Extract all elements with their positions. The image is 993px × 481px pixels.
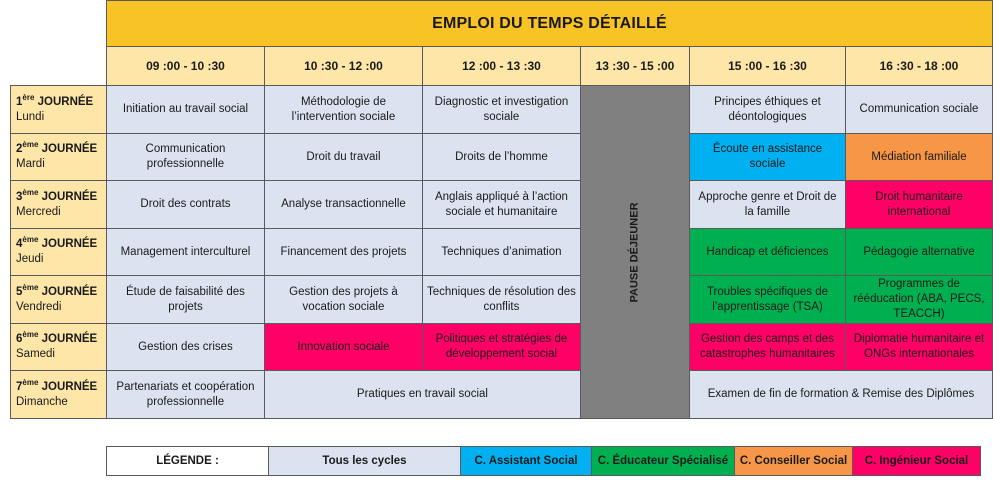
day-label: 6ème JOURNÉE Samedi: [11, 324, 107, 371]
day-label: 2ème JOURNÉE Mardi: [11, 134, 107, 181]
day-label: 5ème JOURNÉE Vendredi: [11, 276, 107, 324]
course-cell: Communication sociale: [845, 86, 992, 134]
course-cell: Techniques d’animation: [422, 229, 580, 276]
legend-educateur-specialise: C. Éducateur Spécialisé: [592, 447, 735, 476]
time-header: 10 :30 - 12 :00: [264, 47, 422, 86]
course-cell: Innovation sociale: [264, 324, 422, 371]
course-cell: Approche genre et Droit de la famille: [689, 181, 845, 229]
course-cell: Diplomatie humanitaire et ONGs internationales: [845, 324, 992, 371]
legend-ingenieur-social: C. Ingénieur Social: [853, 447, 981, 476]
course-cell: Médiation familiale: [845, 134, 992, 181]
corner-blank: [11, 47, 107, 86]
day-label: 1ère JOURNÉE Lundi: [11, 86, 107, 134]
corner-blank: [11, 1, 107, 47]
course-cell: Gestion des camps et des catastrophes humanitaires: [689, 324, 845, 371]
course-cell: Droit humanitaire international: [845, 181, 992, 229]
time-header: 16 :30 - 18 :00: [845, 47, 992, 86]
course-cell: Droits de l’homme: [422, 134, 580, 181]
time-header: 15 :00 - 16 :30: [689, 47, 845, 86]
course-cell: Analyse transactionnelle: [264, 181, 422, 229]
course-cell: Financement des projets: [264, 229, 422, 276]
course-cell: Principes éthiques et déontologiques: [689, 86, 845, 134]
course-cell: Techniques de résolution des conflits: [422, 276, 580, 324]
legend-all-cycles: Tous les cycles: [269, 447, 461, 476]
course-cell: Droit des contrats: [106, 181, 264, 229]
course-cell: Gestion des crises: [106, 324, 264, 371]
course-cell: Management interculturel: [106, 229, 264, 276]
legend-conseiller-social: C. Conseiller Social: [735, 447, 853, 476]
course-cell: Handicap et déficiences: [689, 229, 845, 276]
course-cell: Anglais appliqué à l’action sociale et humanitaire: [422, 181, 580, 229]
lunch-break: PAUSE DÉJEUNER: [580, 86, 689, 419]
course-cell: Écoute en assistance sociale: [689, 134, 845, 181]
course-cell: Programmes de rééducation (ABA, PECS, TEACCH): [845, 276, 992, 324]
course-cell: Troubles spécifiques de l’apprentissage (TSA): [689, 276, 845, 324]
course-cell: Politiques et stratégies de développement social: [422, 324, 580, 371]
course-cell: Pédagogie alternative: [845, 229, 992, 276]
course-cell: Initiation au travail social: [106, 86, 264, 134]
course-cell: Pratiques en travail social: [264, 371, 580, 419]
time-header: 09 :00 - 10 :30: [106, 47, 264, 86]
timetable: [10, 0, 993, 419]
legend-title: LÉGENDE :: [107, 447, 269, 476]
day-label: 3ème JOURNÉE Mercredi: [11, 181, 107, 229]
legend: [106, 446, 981, 476]
time-header: 12 :00 - 13 :30: [422, 47, 580, 86]
legend-assistant-social: C. Assistant Social: [461, 447, 592, 476]
course-cell: Étude de faisabilité des projets: [106, 276, 264, 324]
day-label: 4ème JOURNÉE Jeudi: [11, 229, 107, 276]
course-cell: Méthodologie de l’intervention sociale: [264, 86, 422, 134]
page-title: EMPLOI DU TEMPS DÉTAILLÉ: [106, 1, 992, 47]
course-cell: Gestion des projets à vocation sociale: [264, 276, 422, 324]
time-header: 13 :30 - 15 :00: [580, 47, 689, 86]
course-cell: Droit du travail: [264, 134, 422, 181]
day-label: 7ème JOURNÉE Dimanche: [11, 371, 107, 419]
course-cell: Communication professionnelle: [106, 134, 264, 181]
course-cell: Examen de fin de formation & Remise des Diplômes: [689, 371, 992, 419]
course-cell: Partenariats et coopération professionnelle: [106, 371, 264, 419]
course-cell: Diagnostic et investigation sociale: [422, 86, 580, 134]
